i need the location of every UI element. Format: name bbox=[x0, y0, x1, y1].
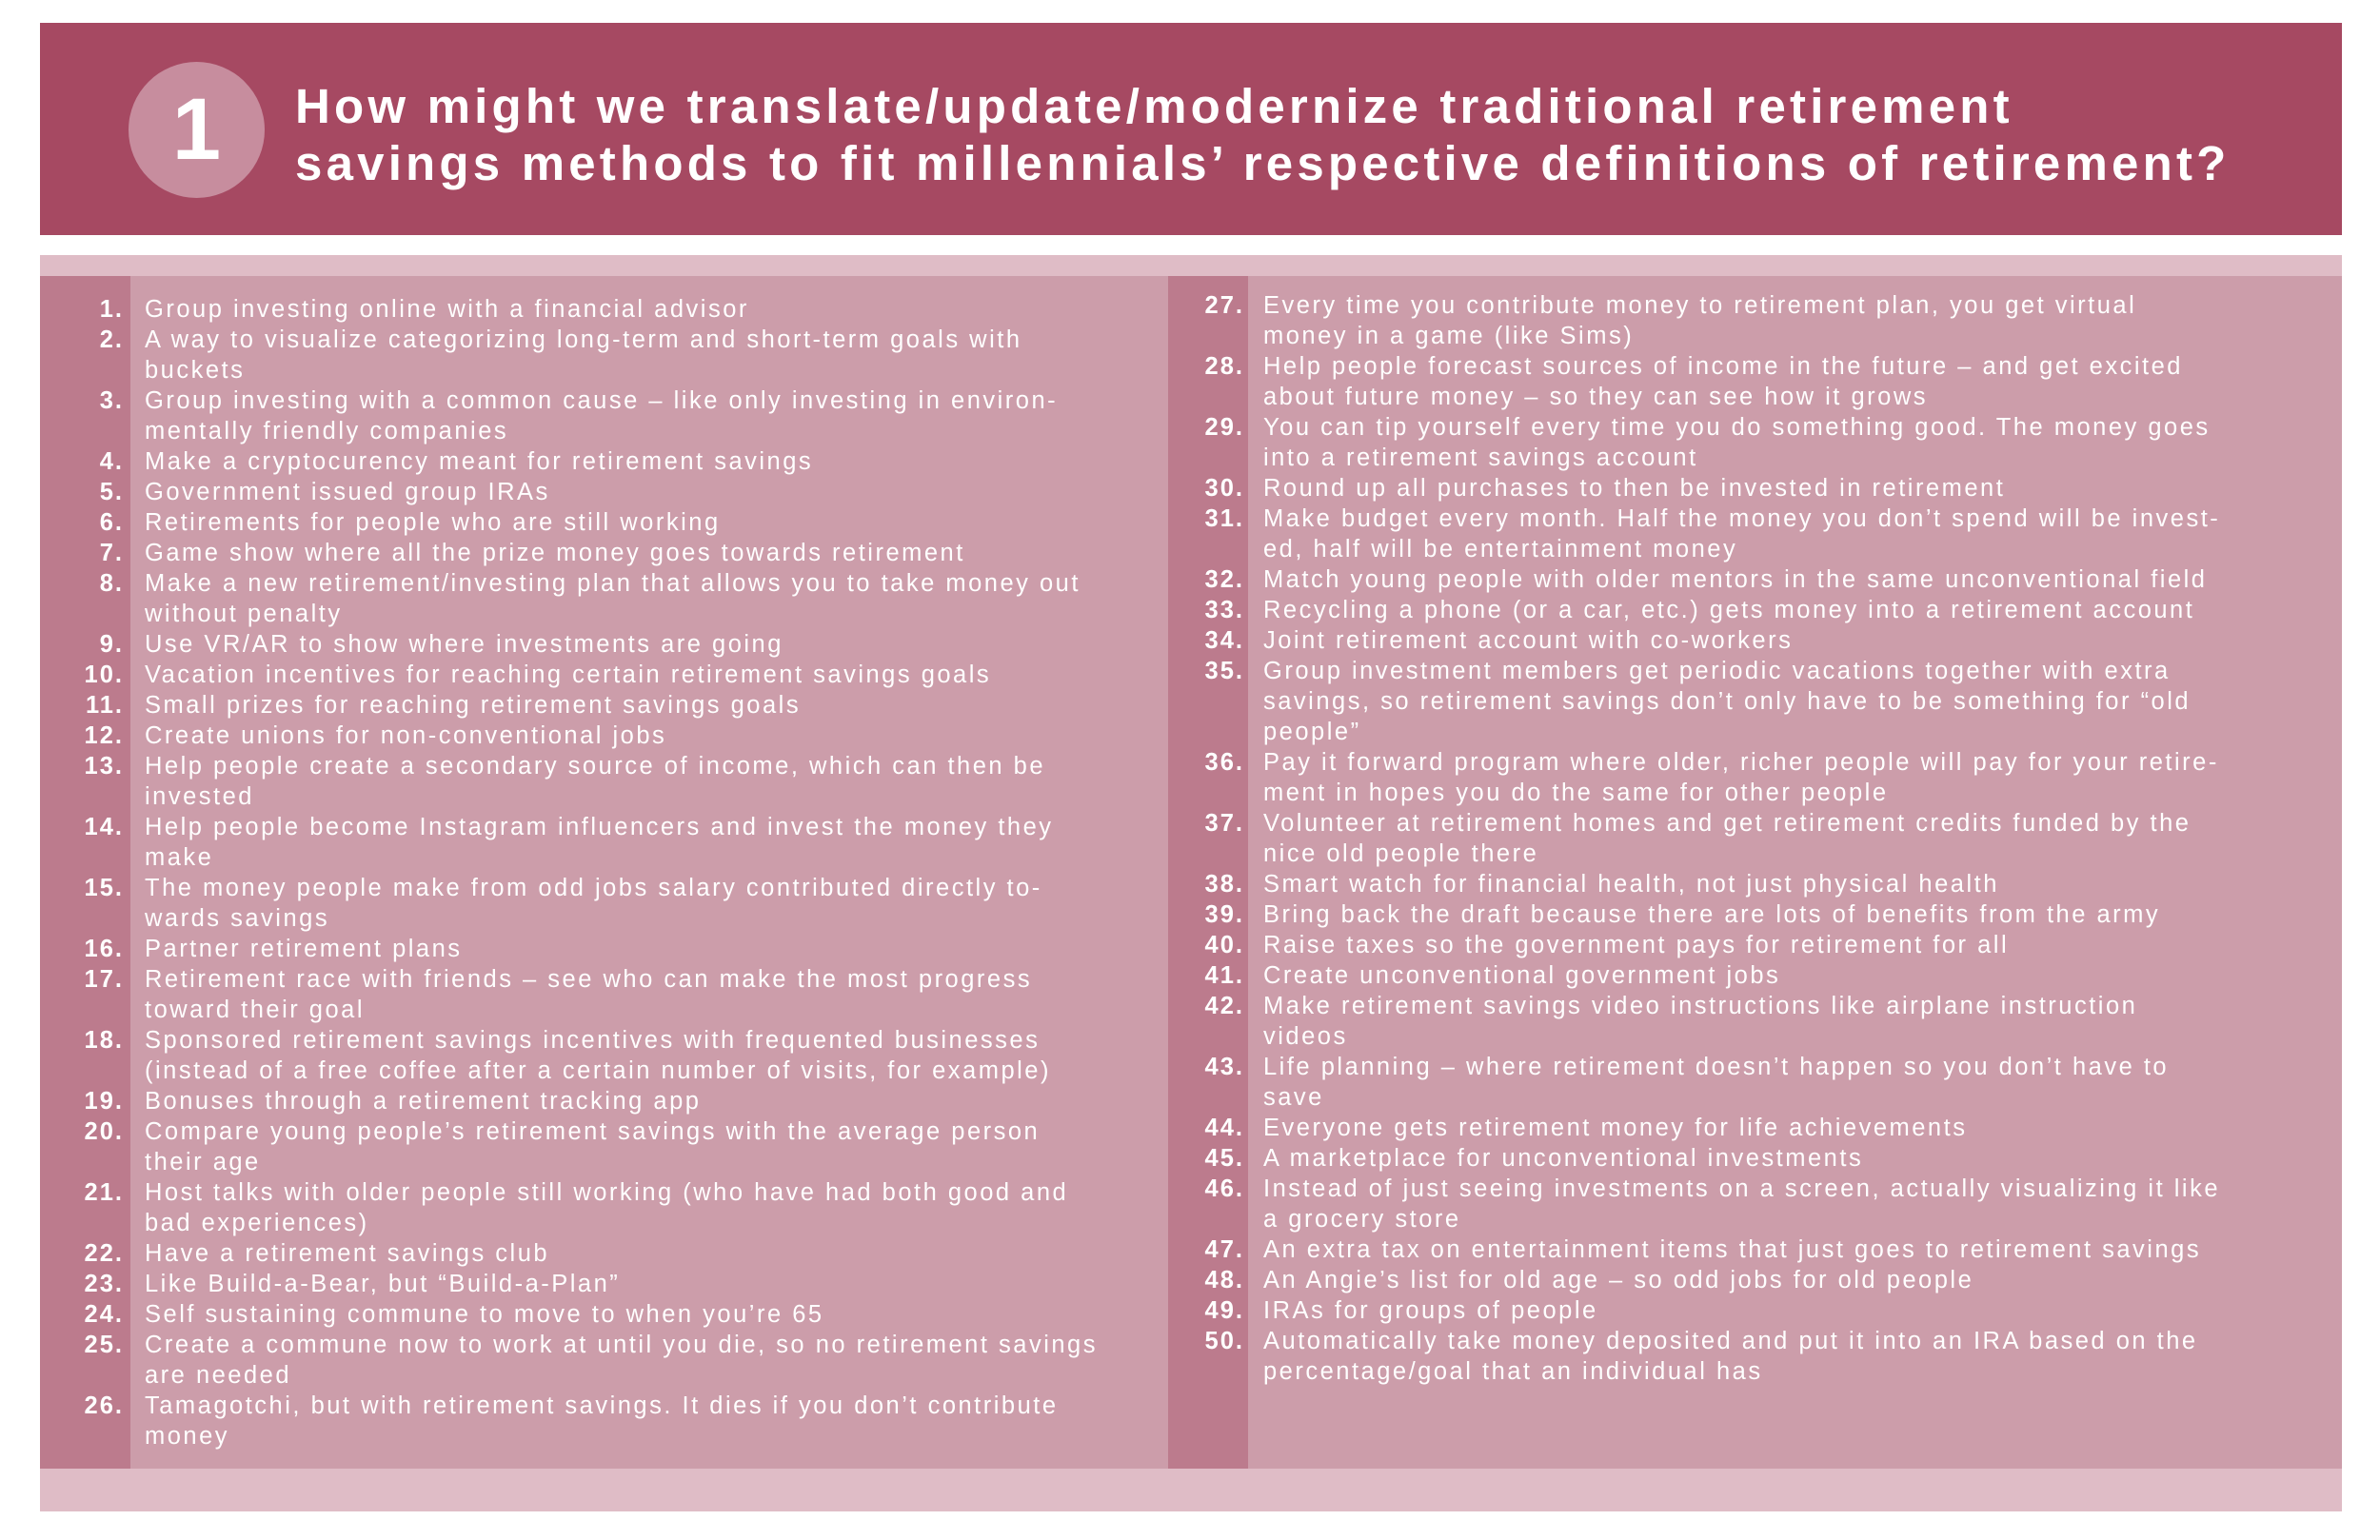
idea-number: 2. bbox=[99, 326, 124, 353]
idea-number: 43. bbox=[1204, 1054, 1244, 1080]
idea-text-line: Make budget every month. Half the money you don’t spend will be invest- bbox=[1263, 505, 2221, 532]
idea-text-line: A way to visualize categorizing long-term and short-term goals with bbox=[145, 326, 1022, 353]
idea-text-line: ment in hopes you do the same for other people bbox=[1263, 780, 1889, 806]
divider-stripe bbox=[40, 255, 2342, 276]
idea-text-line: are needed bbox=[145, 1362, 292, 1389]
idea-text-line: Government issued group IRAs bbox=[145, 479, 550, 505]
idea-number: 26. bbox=[84, 1392, 124, 1419]
idea-text-line: Match young people with older mentors in the same unconventional field bbox=[1263, 566, 2208, 593]
idea-number: 38. bbox=[1204, 871, 1244, 898]
idea-number: 34. bbox=[1204, 627, 1244, 654]
idea-text-line: videos bbox=[1263, 1023, 1348, 1050]
idea-item bbox=[1168, 290, 2334, 351]
idea-text-line: money in a game (like Sims) bbox=[1263, 323, 1635, 349]
idea-number: 8. bbox=[99, 570, 124, 597]
idea-item bbox=[1168, 960, 2334, 991]
idea-text-line: Volunteer at retirement homes and get retirement credits funded by the bbox=[1263, 810, 2192, 837]
idea-item bbox=[1168, 1174, 2334, 1234]
idea-text-line: money bbox=[145, 1423, 230, 1450]
idea-text-line: invested bbox=[145, 783, 254, 810]
idea-number: 7. bbox=[99, 540, 124, 566]
idea-text-line: An extra tax on entertainment items that just goes to retirement savings bbox=[1263, 1236, 2202, 1263]
idea-text-line: toward their goal bbox=[145, 997, 366, 1023]
idea-number: 37. bbox=[1204, 810, 1244, 837]
idea-number: 39. bbox=[1204, 901, 1244, 928]
idea-item bbox=[40, 660, 1163, 690]
idea-number: 18. bbox=[84, 1027, 124, 1054]
idea-item bbox=[1168, 1234, 2334, 1265]
idea-item bbox=[1168, 1326, 2334, 1387]
idea-text-line: The money people make from odd jobs salary contributed directly to- bbox=[145, 875, 1042, 901]
idea-number: 12. bbox=[84, 722, 124, 749]
idea-number: 44. bbox=[1204, 1115, 1244, 1141]
idea-number: 1. bbox=[99, 296, 124, 323]
idea-text-line: Tamagotchi, but with retirement savings. It dies if you don’t contribute bbox=[145, 1392, 1059, 1419]
idea-text-line: Self sustaining commune to move to when you’re 65 bbox=[145, 1301, 824, 1328]
idea-number: 19. bbox=[84, 1088, 124, 1115]
idea-number: 35. bbox=[1204, 658, 1244, 684]
idea-number: 28. bbox=[1204, 353, 1244, 380]
idea-text-line: Life planning – where retirement doesn’t happen so you don’t have to bbox=[1263, 1054, 2170, 1080]
idea-number: 31. bbox=[1204, 505, 1244, 532]
idea-item bbox=[1168, 473, 2334, 503]
idea-text-line: Make retirement savings video instructions like airplane instruction bbox=[1263, 993, 2138, 1019]
idea-text-line: their age bbox=[145, 1149, 261, 1175]
idea-text-line: Pay it forward program where older, richer people will pay for your retire- bbox=[1263, 749, 2219, 776]
page-title-line-1: How might we translate/update/modernize traditional retirement bbox=[295, 79, 2013, 133]
idea-text-line: without penalty bbox=[145, 601, 343, 627]
idea-number: 32. bbox=[1204, 566, 1244, 593]
idea-number: 25. bbox=[84, 1332, 124, 1358]
idea-number: 16. bbox=[84, 936, 124, 962]
idea-number: 41. bbox=[1204, 962, 1244, 989]
idea-item bbox=[1168, 503, 2334, 564]
idea-text-line: (instead of a free coffee after a certain number of visits, for example) bbox=[145, 1057, 1051, 1084]
idea-text-line: Like Build-a-Bear, but “Build-a-Plan” bbox=[145, 1271, 621, 1297]
idea-item bbox=[40, 568, 1163, 629]
idea-text-line: Group investment members get periodic vacations together with extra bbox=[1263, 658, 2171, 684]
idea-number: 21. bbox=[84, 1179, 124, 1206]
idea-item bbox=[40, 1391, 1163, 1451]
ideas-list-left bbox=[40, 294, 1163, 1451]
idea-text-line: Recycling a phone (or a car, etc.) gets money into a retirement account bbox=[1263, 597, 2195, 623]
idea-item bbox=[40, 690, 1163, 721]
idea-item bbox=[1168, 1265, 2334, 1295]
idea-text-line: Have a retirement savings club bbox=[145, 1240, 550, 1267]
idea-text-line: Every time you contribute money to retirement plan, you get virtual bbox=[1263, 292, 2137, 319]
idea-item bbox=[1168, 1113, 2334, 1143]
idea-number: 5. bbox=[99, 479, 124, 505]
idea-item bbox=[40, 1330, 1163, 1391]
idea-item bbox=[40, 507, 1163, 538]
idea-number: 33. bbox=[1204, 597, 1244, 623]
idea-text-line: Joint retirement account with co-workers bbox=[1263, 627, 1794, 654]
idea-item bbox=[1168, 1052, 2334, 1113]
idea-text-line: people” bbox=[1263, 719, 1361, 745]
idea-text-line: Sponsored retirement savings incentives with frequented businesses bbox=[145, 1027, 1041, 1054]
idea-number: 20. bbox=[84, 1118, 124, 1145]
idea-text-line: Create a commune now to work at until you die, so no retirement savings bbox=[145, 1332, 1098, 1358]
idea-number: 36. bbox=[1204, 749, 1244, 776]
idea-item bbox=[40, 1086, 1163, 1116]
idea-number: 27. bbox=[1204, 292, 1244, 319]
idea-text-line: Smart watch for financial health, not just physical health bbox=[1263, 871, 1999, 898]
idea-number: 47. bbox=[1204, 1236, 1244, 1263]
idea-text-line: buckets bbox=[145, 357, 246, 384]
idea-item bbox=[40, 721, 1163, 751]
idea-number: 29. bbox=[1204, 414, 1244, 441]
idea-number: 46. bbox=[1204, 1175, 1244, 1202]
idea-text-line: Game show where all the prize money goes towards retirement bbox=[145, 540, 965, 566]
idea-number: 23. bbox=[84, 1271, 124, 1297]
idea-item bbox=[1168, 412, 2334, 473]
idea-text-line: Raise taxes so the government pays for retirement for all bbox=[1263, 932, 2010, 958]
idea-text-line: Create unions for non-conventional jobs bbox=[145, 722, 667, 749]
idea-item bbox=[40, 385, 1163, 446]
idea-text-line: Make a cryptocurency meant for retirement savings bbox=[145, 448, 814, 475]
idea-item bbox=[40, 751, 1163, 812]
idea-text-line: Automatically take money deposited and put it into an IRA based on the bbox=[1263, 1328, 2198, 1354]
idea-number: 50. bbox=[1204, 1328, 1244, 1354]
idea-text-line: Bonuses through a retirement tracking app bbox=[145, 1088, 702, 1115]
idea-text-line: Vacation incentives for reaching certain retirement savings goals bbox=[145, 661, 992, 688]
idea-item bbox=[40, 873, 1163, 934]
idea-number: 24. bbox=[84, 1301, 124, 1328]
idea-item bbox=[40, 538, 1163, 568]
idea-text-line: a grocery store bbox=[1263, 1206, 1461, 1233]
idea-text-line: You can tip yourself every time you do something good. The money goes bbox=[1263, 414, 2211, 441]
idea-text-line: savings, so retirement savings don’t only have to be something for “old bbox=[1263, 688, 2192, 715]
idea-text-line: wards savings bbox=[145, 905, 330, 932]
idea-text-line: Compare young people’s retirement savings with the average person bbox=[145, 1118, 1041, 1145]
page-title-line-2: savings methods to fit millennials’ respective definitions of retirement? bbox=[295, 136, 2231, 190]
idea-text-line: Round up all purchases to then be invested in retirement bbox=[1263, 475, 2006, 502]
idea-item bbox=[1168, 1143, 2334, 1174]
idea-number: 49. bbox=[1204, 1297, 1244, 1324]
ideas-list-right bbox=[1168, 290, 2334, 1387]
idea-text-line: Bring back the draft because there are lots of benefits from the army bbox=[1263, 901, 2161, 928]
idea-item bbox=[1168, 656, 2334, 747]
idea-text-line: Create unconventional government jobs bbox=[1263, 962, 1781, 989]
idea-text-line: Group investing with a common cause – like only investing in environ- bbox=[145, 387, 1059, 414]
idea-text-line: Everyone gets retirement money for life achievements bbox=[1263, 1115, 1968, 1141]
idea-text-line: A marketplace for unconventional investments bbox=[1263, 1145, 1864, 1172]
idea-text-line: Help people become Instagram influencers and invest the money they bbox=[145, 814, 1054, 840]
idea-text-line: Retirement race with friends – see who can make the most progress bbox=[145, 966, 1033, 993]
idea-item bbox=[1168, 625, 2334, 656]
idea-text-line: Group investing online with a financial advisor bbox=[145, 296, 749, 323]
idea-item bbox=[1168, 595, 2334, 625]
idea-number: 17. bbox=[84, 966, 124, 993]
question-number-badge: 1 bbox=[129, 62, 265, 198]
idea-item bbox=[1168, 808, 2334, 869]
idea-number: 30. bbox=[1204, 475, 1244, 502]
idea-text-line: percentage/goal that an individual has bbox=[1263, 1358, 1763, 1385]
idea-text-line: about future money – so they can see how it grows bbox=[1263, 384, 1928, 410]
idea-text-line: Host talks with older people still working (who have had both good and bbox=[145, 1179, 1069, 1206]
idea-text-line: Retirements for people who are still working bbox=[145, 509, 721, 536]
idea-text-line: An Angie’s list for old age – so odd jobs for old people bbox=[1263, 1267, 1974, 1293]
idea-text-line: Use VR/AR to show where investments are going bbox=[145, 631, 783, 658]
idea-item bbox=[40, 1177, 1163, 1238]
idea-item bbox=[40, 629, 1163, 660]
idea-number: 42. bbox=[1204, 993, 1244, 1019]
idea-number: 45. bbox=[1204, 1145, 1244, 1172]
idea-item bbox=[1168, 869, 2334, 899]
idea-item bbox=[1168, 991, 2334, 1052]
idea-item bbox=[40, 294, 1163, 325]
idea-number: 48. bbox=[1204, 1267, 1244, 1293]
page-title bbox=[295, 78, 2313, 192]
idea-item bbox=[40, 477, 1163, 507]
idea-item bbox=[1168, 899, 2334, 930]
idea-number: 15. bbox=[84, 875, 124, 901]
idea-item bbox=[40, 1025, 1163, 1086]
idea-number: 22. bbox=[84, 1240, 124, 1267]
footer-stripe bbox=[40, 1469, 2342, 1511]
idea-item bbox=[1168, 1295, 2334, 1326]
idea-item bbox=[40, 1116, 1163, 1177]
idea-text-line: into a retirement savings account bbox=[1263, 444, 1698, 471]
idea-text-line: Small prizes for reaching retirement savings goals bbox=[145, 692, 802, 719]
idea-text-line: ed, half will be entertainment money bbox=[1263, 536, 1738, 563]
idea-text-line: make bbox=[145, 844, 214, 871]
idea-item bbox=[1168, 747, 2334, 808]
idea-number: 4. bbox=[99, 448, 124, 475]
idea-text-line: Help people forecast sources of income in the future – and get excited bbox=[1263, 353, 2183, 380]
idea-item bbox=[40, 964, 1163, 1025]
idea-item bbox=[40, 1299, 1163, 1330]
idea-item bbox=[1168, 564, 2334, 595]
idea-text-line: IRAs for groups of people bbox=[1263, 1297, 1598, 1324]
idea-item bbox=[40, 446, 1163, 477]
idea-item bbox=[1168, 930, 2334, 960]
idea-text-line: Help people create a secondary source of income, which can then be bbox=[145, 753, 1046, 780]
idea-number: 6. bbox=[99, 509, 124, 536]
idea-text-line: Partner retirement plans bbox=[145, 936, 463, 962]
idea-number: 9. bbox=[99, 631, 124, 658]
idea-text-line: save bbox=[1263, 1084, 1324, 1111]
idea-number: 13. bbox=[84, 753, 124, 780]
idea-number: 3. bbox=[99, 387, 124, 414]
idea-item bbox=[40, 934, 1163, 964]
idea-number: 14. bbox=[84, 814, 124, 840]
idea-item bbox=[40, 812, 1163, 873]
idea-item bbox=[40, 325, 1163, 385]
idea-number: 40. bbox=[1204, 932, 1244, 958]
idea-item bbox=[1168, 351, 2334, 412]
idea-item bbox=[40, 1238, 1163, 1269]
idea-text-line: bad experiences) bbox=[145, 1210, 369, 1236]
idea-number: 10. bbox=[84, 661, 124, 688]
idea-text-line: Instead of just seeing investments on a screen, actually visualizing it like bbox=[1263, 1175, 2221, 1202]
idea-number: 11. bbox=[85, 692, 124, 719]
idea-text-line: nice old people there bbox=[1263, 840, 1539, 867]
idea-item bbox=[40, 1269, 1163, 1299]
idea-text-line: mentally friendly companies bbox=[145, 418, 509, 444]
idea-text-line: Make a new retirement/investing plan that allows you to take money out bbox=[145, 570, 1081, 597]
